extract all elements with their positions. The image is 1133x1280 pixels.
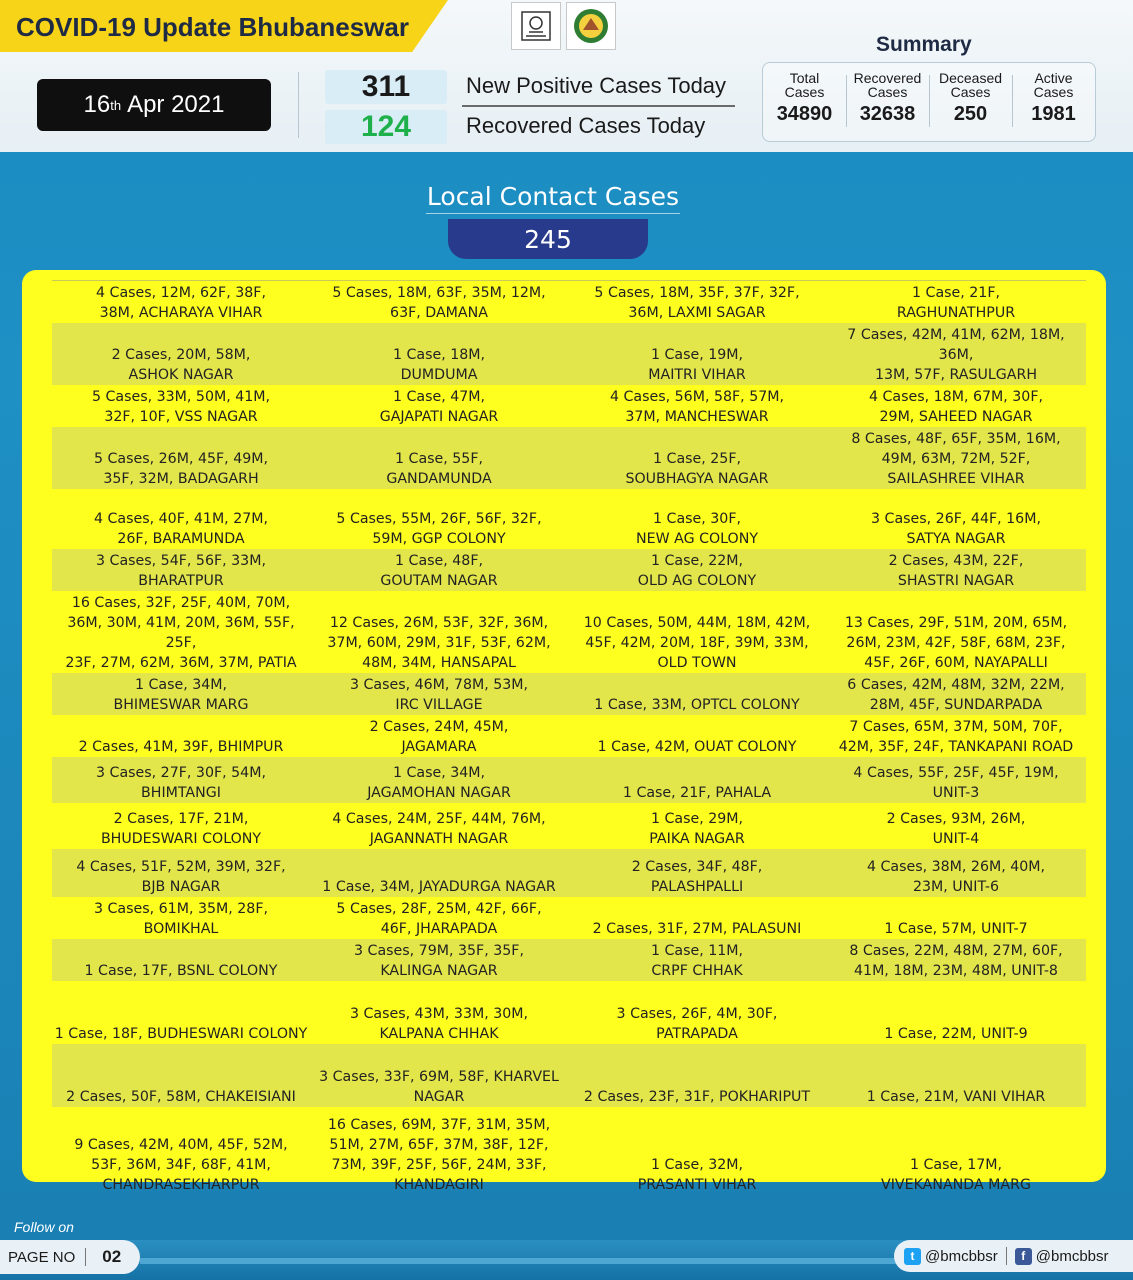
table-row [52,849,1086,897]
twitter-icon[interactable]: t [904,1248,921,1265]
table-cell: 1 Case, 34M, JAGAMOHAN NAGAR [310,757,568,803]
table-cell: 1 Case, 22M, OLD AG COLONY [568,549,826,591]
footer-strip [140,1258,900,1264]
table-cell: 1 Case, 17F, BSNL COLONY [52,939,310,981]
table-cell: 1 Case, 55F, GANDAMUNDA [310,427,568,489]
social-handles [894,1240,1133,1272]
table-cell: 5 Cases, 28F, 25M, 42F, 66F, 46F, JHARAPADA [336,901,542,937]
table-row [52,981,1086,1044]
recovered-label: Recovered Cases Today [466,113,706,138]
table-cell: 4 Cases, 18M, 67M, 30F, 29M, SAHEED NAGAR [868,389,1044,425]
table-cell: 1 Case, 21F, RAGHUNATHPUR [826,281,1086,324]
table-cell: 4 Cases, 55F, 25F, 45F, 19M, UNIT-3 [826,757,1086,803]
table-row [52,489,1086,549]
table-cell: 3 Cases, 26F, 44F, 16M, SATYA NAGAR [871,511,1041,547]
emblem-icon [516,6,556,46]
follow-label: Follow on [14,1219,74,1235]
table-cell: 1 Case, 18F, BUDHESWARI COLONY [54,1026,308,1042]
page-number-box [0,1240,140,1274]
table-cell: 2 Cases, 41M, 39F, BHIMPUR [78,739,284,755]
table-cell: 16 Cases, 69M, 37F, 31M, 35M, 51M, 27M, 65F, 37M, 38F, 12F, 73M, 39F, 25F, 56F, 24M, 33F, KHANDAGIRI [327,1117,551,1193]
table-cell: 3 Cases, 43M, 33M, 30M, KALPANA CHHAK [349,1006,529,1042]
table-row [52,939,1086,981]
summary-value: 1981 [1031,103,1076,125]
summary-deceased [929,63,1012,141]
table-row [52,673,1086,715]
table-cell: 3 Cases, 61M, 35M, 28F, BOMIKHAL [93,901,269,937]
table-cell: 1 Case, 34M, BHIMESWAR MARG [52,673,310,715]
table-row [52,897,1086,939]
table-cell: 1 Case, 21F, PAHALA [568,757,826,803]
summary-box [762,62,1096,142]
table-cell: 1 Case, 42M, OUAT COLONY [597,739,797,755]
table-row [52,385,1086,427]
table-cell: 4 Cases, 38M, 26M, 40M, 23M, UNIT-6 [826,849,1086,897]
table-cell: 4 Cases, 12M, 62F, 38F, 38M, ACHARAYA VIHAR [52,281,310,324]
table-cell: 6 Cases, 42M, 48M, 32M, 22M, 28M, 45F, SUNDARPADA [826,673,1086,715]
table-row [52,715,1086,757]
divider [298,72,299,138]
date-day: 16 [83,91,111,118]
table-cell: 1 Case, 48F, GOUTAM NAGAR [310,549,568,591]
table-cell: 2 Cases, 93M, 26M, UNIT-4 [886,811,1026,847]
table-cell: 5 Cases, 18M, 63F, 35M, 12M, 63F, DAMANA [310,281,568,324]
summary-label: Recovered [853,70,922,86]
table-cell: 1 Case, 11M, CRPF CHHAK [568,939,826,981]
social-separator [1006,1247,1007,1265]
summary-value: 34890 [776,103,833,125]
table-cell: 2 Cases, 43M, 22F, SHASTRI NAGAR [826,549,1086,591]
label-divider [462,105,735,107]
local-contact-title: Local Contact Cases [426,182,680,214]
table-cell: 1 Case, 57M, UNIT-7 [884,921,1028,937]
date-month-year: Apr 2021 [127,91,225,118]
summary-label: Cases [950,84,991,100]
table-cell: 1 Case, 32M, PRASANTI VIHAR [637,1157,757,1193]
table-cell: 5 Cases, 55M, 26F, 56F, 32F, 59M, GGP COLONY [336,511,542,547]
table-cell: 1 Case, 19M, MAITRI VIHAR [568,323,826,385]
table-cell: 2 Cases, 50F, 58M, CHAKEISIANI [52,1044,310,1107]
table-cell: 9 Cases, 42M, 40M, 45F, 52M, 53F, 36M, 34F, 68F, 41M, CHANDRASEKHARPUR [74,1137,288,1193]
table-cell: 1 Case, 25F, SOUBHAGYA NAGAR [568,427,826,489]
table-cell: 2 Cases, 34F, 48F, PALASHPALLI [568,849,826,897]
summary-label: Cases [784,84,825,100]
summary-value: 32638 [859,103,916,125]
summary-label: Total [789,70,820,86]
page-title: COVID-19 Update Bhubaneswar [16,12,409,42]
summary-label: Cases [867,84,908,100]
table-cell: 4 Cases, 56M, 58F, 57M, 37M, MANCHESWAR [609,389,785,425]
new-positive-count: 311 [325,70,447,104]
table-cell: 3 Cases, 79M, 35F, 35F, KALINGA NAGAR [310,939,568,981]
table-cell: 12 Cases, 26M, 53F, 32F, 36M, 37M, 60M, 29M, 31F, 53F, 62M, 48M, 34M, HANSAPAL [327,615,551,671]
summary-recovered [846,63,929,141]
table-cell: 2 Cases, 23F, 31F, POKHARIPUT [568,1044,826,1107]
cases-panel [22,270,1106,1193]
table-cell: 1 Case, 30F, NEW AG COLONY [636,511,758,547]
table-cell: 1 Case, 34M, JAYADURGA NAGAR [310,849,568,897]
table-cell: 7 Cases, 65M, 37M, 50M, 70F, 42M, 35F, 24F, TANKAPANI ROAD [838,719,1074,755]
cases-table [52,280,1086,1195]
table-row [52,1044,1086,1107]
table-row [52,757,1086,803]
summary-label: Deceased [938,70,1003,86]
page-label: PAGE NO [8,1248,76,1266]
table-cell: 7 Cases, 42M, 41M, 62M, 18M, 36M, 13M, 57F, RASULGARH [826,323,1086,385]
table-cell: 8 Cases, 48F, 65F, 35M, 16M, 49M, 63M, 72M, 52F, SAILASHREE VIHAR [826,427,1086,489]
table-cell: 3 Cases, 26F, 4M, 30F, PATRAPADA [616,1006,778,1042]
summary-active [1012,63,1095,141]
table-cell: 2 Cases, 31F, 27M, PALASUNI [592,921,802,937]
table-cell: 2 Cases, 17F, 21M, BHUDESWARI COLONY [100,811,262,847]
table-row [52,549,1086,591]
table-cell: 3 Cases, 33F, 69M, 58F, KHARVEL NAGAR [310,1044,568,1107]
new-positive-label: New Positive Cases Today [466,73,727,98]
summary-title: Summary [876,33,972,56]
summary-label: Active [1034,70,1073,86]
local-contact-count: 245 [448,219,648,259]
table-cell: 1 Case, 47M, GAJAPATI NAGAR [379,389,499,425]
table-cell: 1 Case, 22M, UNIT-9 [884,1026,1028,1042]
table-row [52,427,1086,489]
table-cell: 5 Cases, 33M, 50M, 41M, 32F, 10F, VSS NAGAR [91,389,271,425]
table-cell: 16 Cases, 32F, 25F, 40M, 70M, 36M, 30M, 41M, 20M, 36M, 55F, 25F, 23F, 27M, 62M, 36M, 37M, PATIA [65,595,297,671]
summary-label: Cases [1033,84,1074,100]
date-suffix: th [110,97,122,113]
twitter-handle[interactable]: @bmcbbsr [925,1247,998,1265]
summary-value: 250 [953,103,988,125]
table-cell: 3 Cases, 54F, 56F, 33M, BHARATPUR [52,549,310,591]
table-cell: 4 Cases, 40F, 41M, 27M, 26F, BARAMUNDA [93,511,269,547]
table-cell: 8 Cases, 22M, 48M, 27M, 60F, 41M, 18M, 23M, 48M, UNIT-8 [826,939,1086,981]
table-cell: 1 Case, 17M, VIVEKANANDA MARG [881,1157,1031,1193]
table-cell: 3 Cases, 46M, 78M, 53M, IRC VILLAGE [310,673,568,715]
table-cell: 4 Cases, 51F, 52M, 39M, 32F, BJB NAGAR [52,849,310,897]
page-separator [85,1248,86,1266]
table-cell: 3 Cases, 27F, 30F, 54M, BHIMTANGI [52,757,310,803]
cases-table-body [52,281,1086,1196]
table-cell: 13 Cases, 29F, 51M, 20M, 65M, 26M, 23M, 42F, 58F, 68M, 23F, 45F, 26F, 60M, NAYAPALLI [844,615,1068,671]
header-banner [0,0,1133,152]
recovered-count: 124 [325,110,447,144]
table-cell: 1 Case, 18M, DUMDUMA [310,323,568,385]
table-cell: 4 Cases, 24M, 25F, 44M, 76M, JAGANNATH NAGAR [332,811,546,847]
table-row [52,591,1086,673]
date-box [37,79,271,131]
table-cell: 2 Cases, 20M, 58M, ASHOK NAGAR [52,323,310,385]
odisha-emblem-logo [511,2,561,50]
table-cell: 10 Cases, 50M, 44M, 18M, 42M, 45F, 42M, 20M, 18F, 39M, 33M, OLD TOWN [583,615,811,671]
table-cell: 5 Cases, 18M, 35F, 37F, 32F, 36M, LAXMI SAGAR [568,281,826,324]
table-cell: 1 Case, 29M, PAIKA NAGAR [649,811,745,847]
table-row [52,803,1086,849]
facebook-handle[interactable]: @bmcbbsr [1035,1247,1109,1265]
table-cell: 5 Cases, 26M, 45F, 49M, 35F, 32M, BADAGARH [52,427,310,489]
summary-total [763,63,846,141]
facebook-icon[interactable]: f [1015,1248,1032,1265]
page-number: 02 [102,1247,122,1266]
table-cell: 2 Cases, 24M, 45M, JAGAMARA [369,719,509,755]
table-row [52,281,1086,324]
bmc-logo [566,2,616,50]
table-cell: 1 Case, 33M, OPTCL COLONY [568,673,826,715]
bmc-seal-icon [571,6,611,46]
table-cell: 1 Case, 21M, VANI VIHAR [826,1044,1086,1107]
table-row [52,1107,1086,1195]
table-row [52,323,1086,385]
